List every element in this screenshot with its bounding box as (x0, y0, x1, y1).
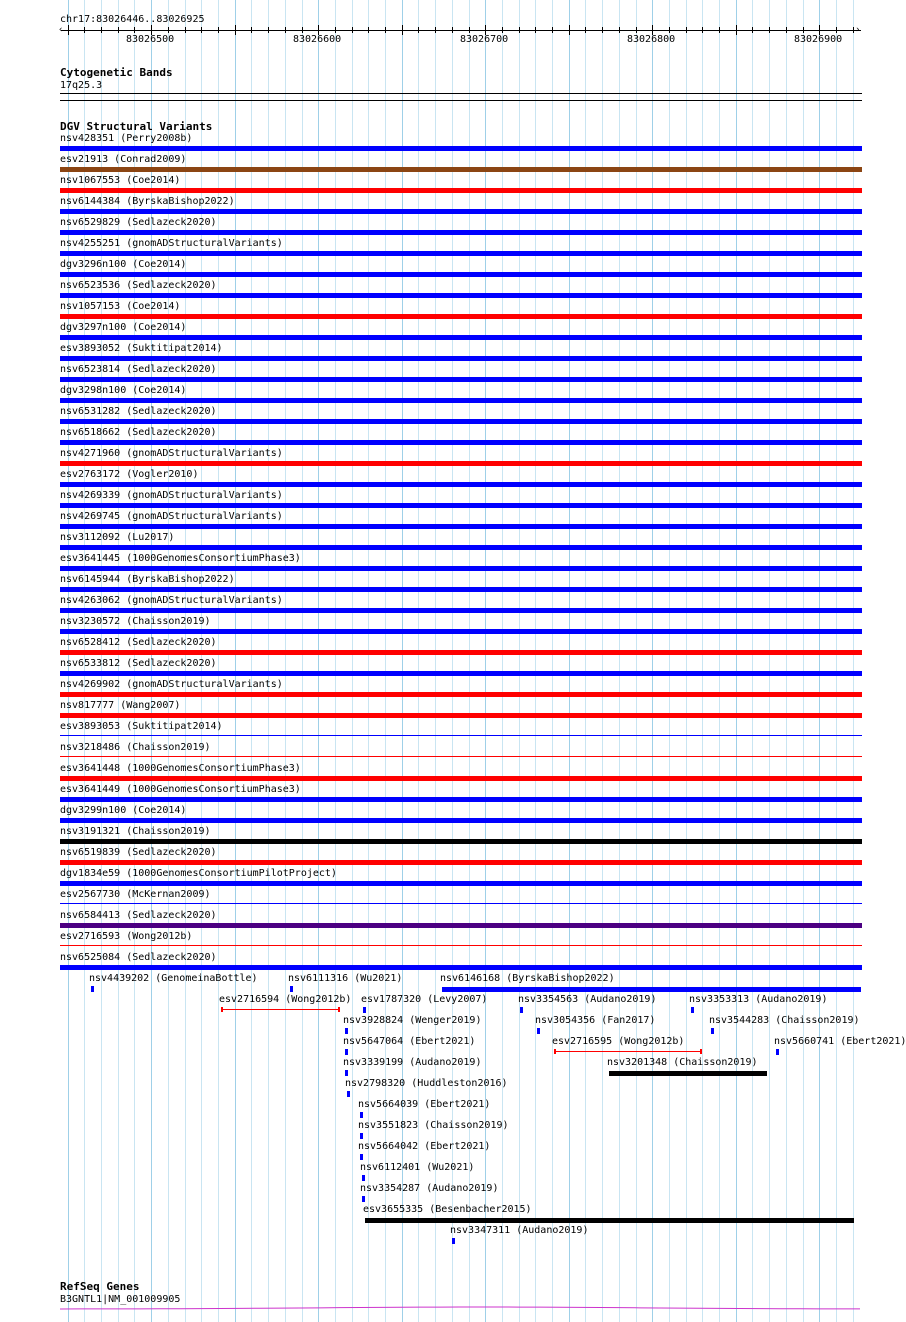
variant-bar[interactable] (60, 881, 862, 886)
ruler-tick (235, 25, 236, 35)
variant-label[interactable]: nsv4269745 (gnomADStructuralVariants) (60, 511, 283, 522)
ruler-tick (752, 27, 753, 33)
variant-bar[interactable] (347, 1091, 350, 1097)
variant-bar[interactable] (60, 188, 862, 193)
ruler-tick (402, 25, 403, 35)
variant-label[interactable]: nsv6525084 (Sedlazeck2020) (60, 952, 217, 963)
variant-bar[interactable] (60, 756, 862, 757)
variant-bar[interactable] (60, 776, 862, 781)
variant-label[interactable]: nsv6523814 (Sedlazeck2020) (60, 364, 217, 375)
variant-label[interactable]: nsv3544283 (Chaisson2019) (709, 1015, 860, 1026)
ruler-tick (736, 25, 737, 35)
ruler-tick (853, 27, 854, 33)
ruler-tick (101, 27, 102, 33)
ruler-tick (519, 27, 520, 33)
variant-label[interactable]: nsv5647064 (Ebert2021) (343, 1036, 476, 1047)
variant-label[interactable]: nsv428351 (Perry2008b) (60, 133, 193, 144)
variant-bar[interactable] (60, 398, 862, 403)
variant-bar[interactable] (60, 903, 862, 904)
variant-bar[interactable] (60, 356, 862, 361)
variant-bar[interactable] (290, 986, 293, 992)
variant-bar[interactable] (91, 986, 94, 992)
variant-label[interactable]: esv2763172 (Vogler2010) (60, 469, 199, 480)
variant-label[interactable]: nsv4439202 (GenomeinaBottle) (89, 973, 258, 984)
variant-label[interactable]: dgv3296n100 (Coe2014) (60, 259, 187, 270)
variant-label[interactable]: nsv3353313 (Audano2019) (689, 994, 828, 1005)
variant-bar[interactable] (60, 650, 862, 655)
variant-label[interactable]: dgv3298n100 (Coe2014) (60, 385, 187, 396)
ruler-tick (201, 27, 202, 33)
variant-bar[interactable] (60, 482, 862, 487)
variant-bar[interactable] (60, 860, 862, 865)
ruler-right-arrow: › (855, 25, 861, 35)
variant-label[interactable]: nsv4263062 (gnomADStructuralVariants) (60, 595, 283, 606)
variant-bar[interactable] (221, 1007, 340, 1012)
variant-bar[interactable] (60, 629, 862, 634)
ruler-tick (268, 27, 269, 33)
variant-bar[interactable] (60, 945, 862, 946)
ruler-tick (569, 25, 570, 35)
variant-label[interactable]: dgv3299n100 (Coe2014) (60, 805, 187, 816)
variant-label[interactable]: nsv4255251 (gnomADStructuralVariants) (60, 238, 283, 249)
variant-bar[interactable] (60, 735, 862, 736)
ruler-tick (285, 27, 286, 33)
ruler-tick (552, 27, 553, 33)
variant-bar[interactable] (60, 566, 862, 571)
ruler-tick (452, 27, 453, 33)
variant-bar[interactable] (345, 1070, 348, 1076)
variant-bar[interactable] (60, 293, 862, 298)
variant-label[interactable]: nsv3354287 (Audano2019) (360, 1183, 499, 1194)
variant-bar[interactable] (345, 1028, 348, 1034)
variant-bar[interactable] (362, 1175, 365, 1181)
variant-bar[interactable] (60, 545, 862, 550)
variant-label[interactable]: dgv1834e59 (1000GenomesConsortiumPilotProject) (60, 868, 337, 879)
variant-label[interactable]: nsv6112401 (Wu2021) (360, 1162, 475, 1173)
ruler-tick (335, 27, 336, 33)
variant-label[interactable]: esv3893052 (Suktitipat2014) (60, 343, 223, 354)
variant-label[interactable]: nsv3928824 (Wenger2019) (343, 1015, 482, 1026)
ruler-tick (535, 27, 536, 33)
variant-bar[interactable] (60, 314, 862, 319)
gene-label[interactable]: B3GNTL1|NM_001009905 (60, 1294, 181, 1305)
variant-bar[interactable] (711, 1028, 714, 1034)
ruler-tick (686, 27, 687, 33)
cytoband-label[interactable]: 17q25.3 (60, 80, 103, 91)
variant-label[interactable]: nsv3191321 (Chaisson2019) (60, 826, 211, 837)
variant-bar[interactable] (363, 1007, 366, 1013)
ruler-tick (836, 27, 837, 33)
cytoband-track-title: Cytogenetic Bands (60, 66, 173, 79)
ruler-tick (619, 27, 620, 33)
variant-label[interactable]: nsv2798320 (Huddleston2016) (345, 1078, 508, 1089)
variant-label[interactable]: esv3655335 (Besenbacher2015) (363, 1204, 532, 1215)
variant-label[interactable]: nsv817777 (Wang2007) (60, 700, 181, 711)
variant-label[interactable]: nsv6533812 (Sedlazeck2020) (60, 658, 217, 669)
variant-label[interactable]: esv3893053 (Suktitipat2014) (60, 721, 223, 732)
variant-bar[interactable] (442, 987, 861, 992)
ruler-tick-label: 83026900 (794, 34, 843, 45)
ruler-tick (702, 27, 703, 33)
variant-label[interactable]: nsv3551823 (Chaisson2019) (358, 1120, 509, 1131)
variant-bar[interactable] (60, 839, 862, 844)
ruler-tick (435, 27, 436, 33)
variant-bar[interactable] (520, 1007, 523, 1013)
variant-bar[interactable] (60, 230, 862, 235)
variant-bar[interactable] (60, 146, 862, 151)
variant-label[interactable]: nsv6528412 (Sedlazeck2020) (60, 637, 217, 648)
variant-bar[interactable] (362, 1196, 365, 1202)
ruler-tick (469, 27, 470, 33)
refseq-track-title: RefSeq Genes (60, 1280, 140, 1293)
variant-label[interactable]: nsv3230572 (Chaisson2019) (60, 616, 211, 627)
ruler-tick (719, 27, 720, 33)
ruler-tick (368, 27, 369, 33)
variant-label[interactable]: esv3641445 (1000GenomesConsortiumPhase3) (60, 553, 301, 564)
variant-bar[interactable] (452, 1238, 455, 1244)
region-label: chr17:83026446..83026925 (60, 14, 205, 25)
ruler-tick-label: 83026500 (126, 34, 175, 45)
variant-label[interactable]: nsv3112092 (Lu2017) (60, 532, 175, 543)
variant-label[interactable]: nsv3218486 (Chaisson2019) (60, 742, 211, 753)
variant-label[interactable]: nsv4271960 (gnomADStructuralVariants) (60, 448, 283, 459)
ruler-tick-label: 83026700 (460, 34, 509, 45)
variant-label[interactable]: nsv6144384 (ByrskaBishop2022) (60, 196, 235, 207)
variant-label[interactable]: esv21913 (Conrad2009) (60, 154, 187, 165)
variant-bar[interactable] (609, 1071, 767, 1076)
variant-label[interactable]: nsv6531282 (Sedlazeck2020) (60, 406, 217, 417)
ruler-left-arrow: ‹ (58, 25, 64, 35)
ruler-tick (302, 27, 303, 33)
variant-label[interactable]: esv2567730 (McKernan2009) (60, 889, 211, 900)
variant-bar[interactable] (60, 419, 862, 424)
ruler-tick (251, 27, 252, 33)
ruler-tick (352, 27, 353, 33)
variant-bar[interactable] (691, 1007, 694, 1013)
variant-label[interactable]: nsv3201348 (Chaisson2019) (607, 1057, 758, 1068)
variant-bar[interactable] (60, 209, 862, 214)
variant-label[interactable]: nsv3339199 (Audano2019) (343, 1057, 482, 1068)
cytoband-line-top (60, 93, 862, 94)
ruler-tick (786, 27, 787, 33)
variant-label[interactable]: esv2716595 (Wong2012b) (552, 1036, 685, 1047)
variant-bar[interactable] (776, 1049, 779, 1055)
variant-label[interactable]: dgv3297n100 (Coe2014) (60, 322, 187, 333)
variant-label[interactable]: nsv3347311 (Audano2019) (450, 1225, 589, 1236)
variant-label[interactable]: nsv6111316 (Wu2021) (288, 973, 403, 984)
variant-bar[interactable] (365, 1218, 854, 1223)
variant-bar[interactable] (60, 818, 862, 823)
variant-label[interactable]: esv2716594 (Wong2012b) (219, 994, 352, 1005)
variant-label[interactable]: esv3641448 (1000GenomesConsortiumPhase3) (60, 763, 301, 774)
variant-bar[interactable] (345, 1049, 348, 1055)
ruler-tick-label: 83026800 (627, 34, 676, 45)
ruler-tick (68, 25, 69, 35)
gene-line[interactable] (60, 1307, 860, 1309)
variant-bar[interactable] (60, 503, 862, 508)
variant-bar[interactable] (60, 440, 862, 445)
ruler-tick (134, 27, 135, 33)
ruler-tick (418, 27, 419, 33)
variant-label[interactable]: nsv6519839 (Sedlazeck2020) (60, 847, 217, 858)
variant-label[interactable]: nsv5664039 (Ebert2021) (358, 1099, 491, 1110)
variant-label[interactable]: nsv1067553 (Coe2014) (60, 175, 181, 186)
variant-bar[interactable] (360, 1154, 363, 1160)
variant-label[interactable]: nsv4269902 (gnomADStructuralVariants) (60, 679, 283, 690)
variant-bar[interactable] (60, 608, 862, 613)
ruler-tick (585, 27, 586, 33)
variant-label[interactable]: nsv5664042 (Ebert2021) (358, 1141, 491, 1152)
ruler-tick (602, 27, 603, 33)
ruler-tick (636, 27, 637, 33)
variant-bar[interactable] (60, 251, 862, 256)
variant-bar[interactable] (60, 167, 862, 172)
variant-bar[interactable] (60, 965, 862, 970)
variant-bar[interactable] (60, 377, 862, 382)
variant-bar[interactable] (60, 587, 862, 592)
variant-bar[interactable] (60, 524, 862, 529)
variant-label[interactable]: nsv6523536 (Sedlazeck2020) (60, 280, 217, 291)
variant-bar[interactable] (537, 1028, 540, 1034)
variant-bar[interactable] (60, 335, 862, 340)
dgv-track-title: DGV Structural Variants (60, 120, 213, 133)
variant-label[interactable]: nsv6145944 (ByrskaBishop2022) (60, 574, 235, 585)
variant-bar[interactable] (554, 1049, 702, 1054)
variant-label[interactable]: nsv1057153 (Coe2014) (60, 301, 181, 312)
gene-feature[interactable] (60, 1302, 862, 1312)
ruler-tick (769, 27, 770, 33)
ruler-tick (502, 27, 503, 33)
variant-bar[interactable] (60, 272, 862, 277)
ruler-line (61, 30, 861, 31)
variant-label[interactable]: nsv6518662 (Sedlazeck2020) (60, 427, 217, 438)
ruler-tick (803, 27, 804, 33)
variant-bar[interactable] (60, 713, 862, 718)
ruler-tick-label: 83026600 (293, 34, 342, 45)
variant-bar[interactable] (360, 1133, 363, 1139)
ruler-tick (218, 27, 219, 33)
ruler-tick (84, 27, 85, 33)
variant-bar[interactable] (360, 1112, 363, 1118)
ruler-tick (185, 27, 186, 33)
cytoband-line-bottom (60, 100, 862, 101)
variant-label[interactable]: esv2716593 (Wong2012b) (60, 931, 193, 942)
variant-label[interactable]: nsv5660741 (Ebert2021) (774, 1036, 906, 1047)
ruler-tick (168, 27, 169, 33)
variant-bar[interactable] (60, 461, 862, 466)
variant-bar[interactable] (60, 692, 862, 697)
variant-label[interactable]: esv3641449 (1000GenomesConsortiumPhase3) (60, 784, 301, 795)
ruler-tick (118, 27, 119, 33)
ruler-tick (385, 27, 386, 33)
variant-label[interactable]: nsv3054356 (Fan2017) (535, 1015, 656, 1026)
variant-label[interactable]: esv1787320 (Levy2007) (361, 994, 488, 1005)
variant-label[interactable]: nsv6584413 (Sedlazeck2020) (60, 910, 217, 921)
ruler-tick (669, 27, 670, 33)
variant-label[interactable]: nsv4269339 (gnomADStructuralVariants) (60, 490, 283, 501)
variant-bar[interactable] (60, 923, 862, 928)
variant-label[interactable]: nsv3354563 (Audano2019) (518, 994, 657, 1005)
variant-label[interactable]: nsv6146168 (ByrskaBishop2022) (440, 973, 615, 984)
variant-label[interactable]: nsv6529829 (Sedlazeck2020) (60, 217, 217, 228)
variant-bar[interactable] (60, 797, 862, 802)
variant-bar[interactable] (60, 671, 862, 676)
